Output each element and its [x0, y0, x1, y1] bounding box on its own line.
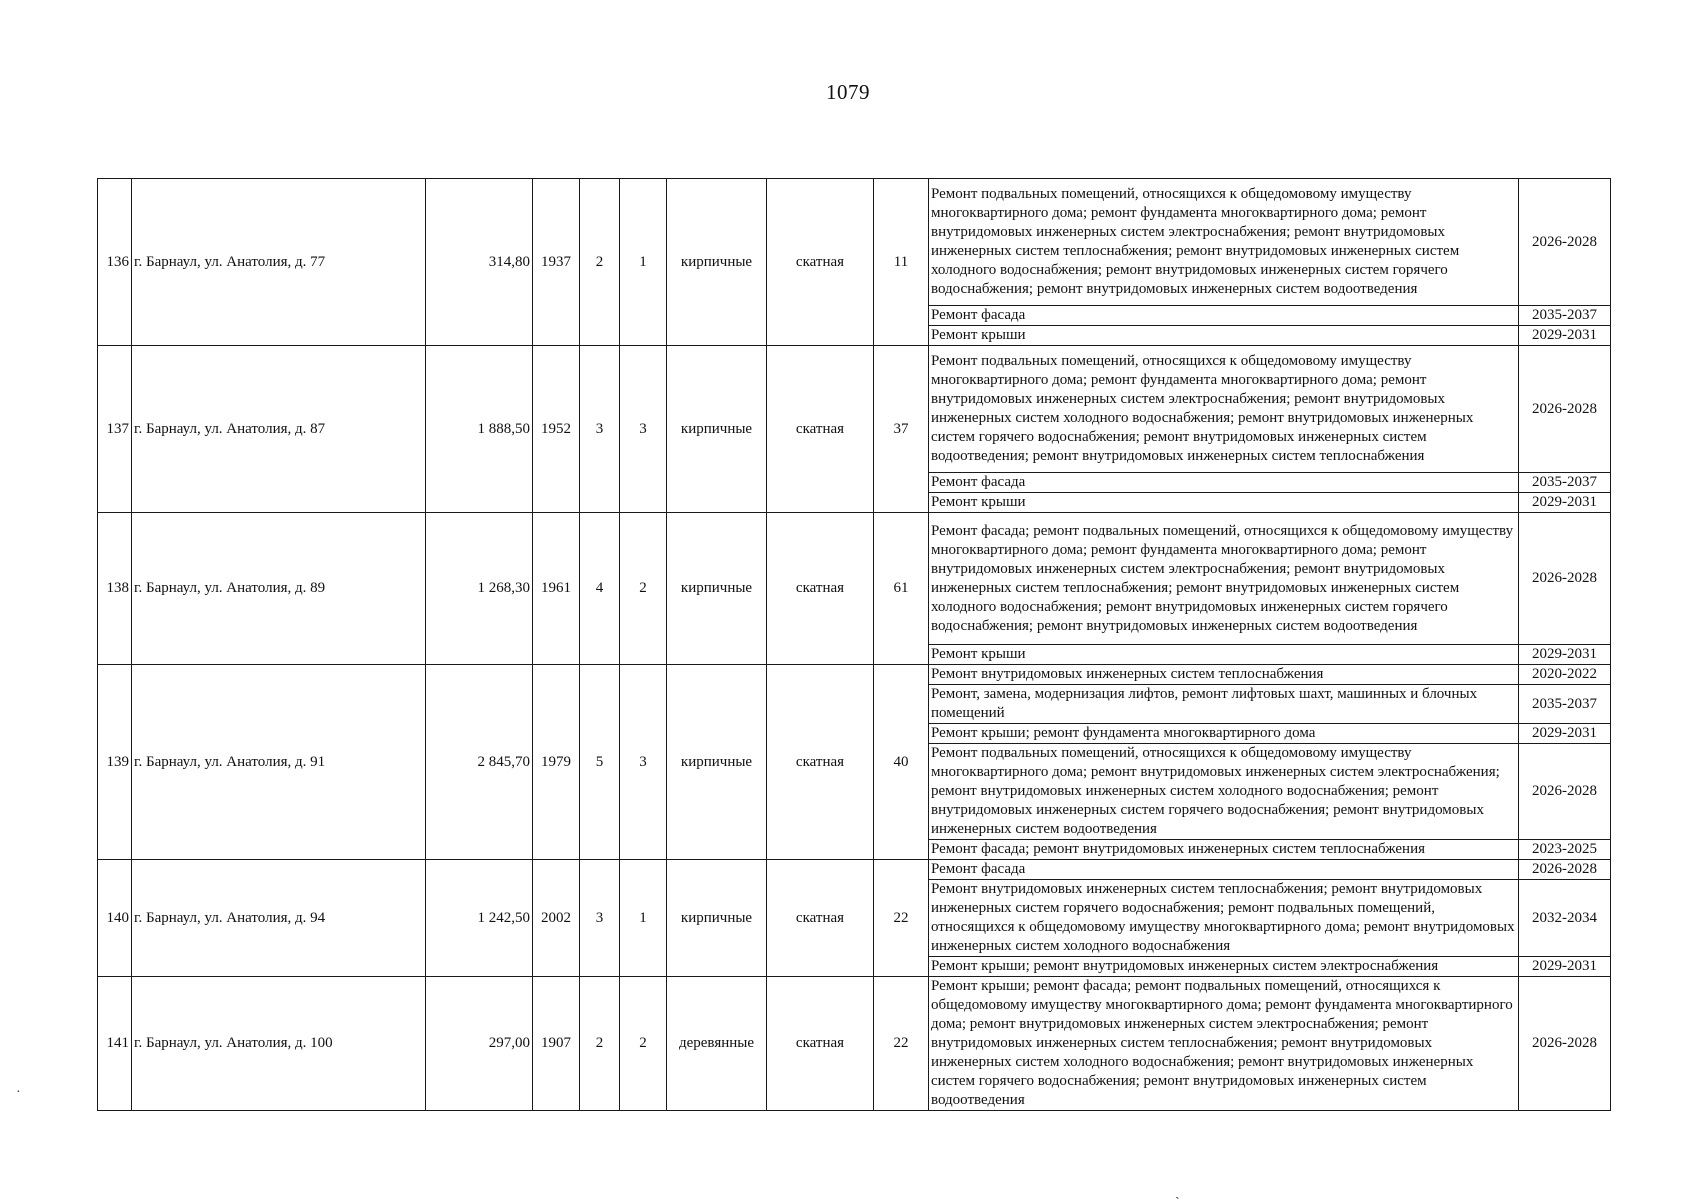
stray-mark: ˏ: [1175, 1185, 1180, 1200]
wall-material-cell: кирпичные: [667, 860, 767, 977]
table-row: [98, 179, 1611, 306]
work-period-cell: 2035-2037: [1519, 473, 1611, 493]
work-description-cell: Ремонт фасада: [929, 473, 1519, 493]
year-cell: 1979: [533, 665, 580, 860]
address-cell: г. Барнаул, ул. Анатолия, д. 94: [132, 860, 426, 977]
work-description-cell: Ремонт крыши; ремонт фасада; ремонт подвальных помещений, относящихся к общедомовому имуществу многоквартирного дома; ремонт фундамента многоквартирного дома; ремонт внутридомовых инженерных систем электроснабжения; ремонт внутридомовых инженерных систем теплоснабжения; ремонт внутридомовых инженерных систем холодного водоснабжения; ремонт внутридомовых инженерных систем горячего водоснабжения; ремонт внутридомовых инженерных систем водоотведения: [929, 977, 1519, 1111]
address-cell: г. Барнаул, ул. Анатолия, д. 77: [132, 179, 426, 346]
work-period-cell: 2026-2028: [1519, 977, 1611, 1111]
roof-type-cell: скатная: [767, 977, 874, 1111]
floors-cell: 3: [580, 860, 620, 977]
year-cell: 1952: [533, 346, 580, 513]
work-description-cell: Ремонт фасада: [929, 860, 1519, 880]
work-period-cell: 2035-2037: [1519, 685, 1611, 724]
work-period-cell: 2023-2025: [1519, 840, 1611, 860]
floors-cell: 3: [580, 346, 620, 513]
area-cell: 1 242,50: [426, 860, 533, 977]
work-period-cell: 2029-2031: [1519, 326, 1611, 346]
roof-type-cell: скатная: [767, 346, 874, 513]
entrances-cell: 1: [620, 860, 667, 977]
roof-type-cell: скатная: [767, 860, 874, 977]
work-period-cell: 2032-2034: [1519, 880, 1611, 957]
address-cell: г. Барнаул, ул. Анатолия, д. 100: [132, 977, 426, 1111]
housing-register-table: [97, 178, 1611, 1111]
work-period-cell: 2026-2028: [1519, 744, 1611, 840]
work-description-cell: Ремонт внутридомовых инженерных систем теплоснабжения: [929, 665, 1519, 685]
work-period-cell: 2029-2031: [1519, 724, 1611, 744]
floors-cell: 2: [580, 179, 620, 346]
wall-material-cell: кирпичные: [667, 179, 767, 346]
entrances-cell: 2: [620, 513, 667, 665]
entrances-cell: 3: [620, 346, 667, 513]
address-cell: г. Барнаул, ул. Анатолия, д. 89: [132, 513, 426, 665]
work-period-cell: 2029-2031: [1519, 645, 1611, 665]
work-description-cell: Ремонт крыши; ремонт внутридомовых инженерных систем электроснабжения: [929, 957, 1519, 977]
residents-cell: 11: [874, 179, 929, 346]
year-cell: 2002: [533, 860, 580, 977]
roof-type-cell: скатная: [767, 179, 874, 346]
wall-material-cell: деревянные: [667, 977, 767, 1111]
row-number: 136: [98, 179, 132, 346]
roof-type-cell: скатная: [767, 665, 874, 860]
work-description-cell: Ремонт крыши: [929, 493, 1519, 513]
table-row: [98, 513, 1611, 645]
entrances-cell: 1: [620, 179, 667, 346]
row-number: 137: [98, 346, 132, 513]
residents-cell: 61: [874, 513, 929, 665]
work-period-cell: 2026-2028: [1519, 860, 1611, 880]
table-row: [98, 346, 1611, 473]
register-body: [98, 179, 1611, 1111]
work-period-cell: 2029-2031: [1519, 957, 1611, 977]
table-row: [98, 860, 1611, 880]
area-cell: 1 888,50: [426, 346, 533, 513]
stray-mark: ·: [16, 1085, 21, 1100]
residents-cell: 40: [874, 665, 929, 860]
wall-material-cell: кирпичные: [667, 346, 767, 513]
work-description-cell: Ремонт, замена, модернизация лифтов, ремонт лифтовых шахт, машинных и блочных помещений: [929, 685, 1519, 724]
year-cell: 1961: [533, 513, 580, 665]
work-description-cell: Ремонт внутридомовых инженерных систем теплоснабжения; ремонт внутридомовых инженерных систем горячего водоснабжения; ремонт подвальных помещений, относящихся к общедомовому имуществу многоквартирного дома; ремонт внутридомовых инженерных систем холодного водоснабжения: [929, 880, 1519, 957]
table-row: [98, 977, 1611, 1111]
table-row: [98, 665, 1611, 685]
floors-cell: 4: [580, 513, 620, 665]
residents-cell: 22: [874, 860, 929, 977]
floors-cell: 5: [580, 665, 620, 860]
wall-material-cell: кирпичные: [667, 513, 767, 665]
work-period-cell: 2020-2022: [1519, 665, 1611, 685]
work-period-cell: 2035-2037: [1519, 306, 1611, 326]
work-description-cell: Ремонт крыши; ремонт фундамента многоквартирного дома: [929, 724, 1519, 744]
area-cell: 2 845,70: [426, 665, 533, 860]
work-description-cell: Ремонт фасада; ремонт подвальных помещений, относящихся к общедомовому имуществу многоквартирного дома; ремонт фундамента многоквартирного дома; ремонт внутридомовых инженерных систем электроснабжения; ремонт внутридомовых инженерных систем теплоснабжения; ремонт внутридомовых инженерных систем холодного водоснабжения; ремонт внутридомовых инженерных систем горячего водоснабжения; ремонт внутридомовых инженерных систем водоотведения: [929, 513, 1519, 645]
area-cell: 297,00: [426, 977, 533, 1111]
area-cell: 1 268,30: [426, 513, 533, 665]
residents-cell: 22: [874, 977, 929, 1111]
work-description-cell: Ремонт крыши: [929, 645, 1519, 665]
area-cell: 314,80: [426, 179, 533, 346]
work-description-cell: Ремонт фасада: [929, 306, 1519, 326]
work-period-cell: 2026-2028: [1519, 346, 1611, 473]
floors-cell: 2: [580, 977, 620, 1111]
work-description-cell: Ремонт подвальных помещений, относящихся к общедомовому имуществу многоквартирного дома; ремонт фундамента многоквартирного дома; ремонт внутридомовых инженерных систем электроснабжения; ремонт внутридомовых инженерных систем теплоснабжения; ремонт внутридомовых инженерных систем холодного водоснабжения; ремонт внутридомовых инженерных систем горячего водоснабжения; ремонт внутридомовых инженерных систем водоотведения: [929, 179, 1519, 306]
work-description-cell: Ремонт подвальных помещений, относящихся к общедомовому имуществу многоквартирного дома; ремонт фундамента многоквартирного дома; ремонт внутридомовых инженерных систем электроснабжения; ремонт внутридомовых инженерных систем холодного водоснабжения; ремонт внутридомовых инженерных систем горячего водоснабжения; ремонт внутридомовых инженерных систем водоотведения; ремонт внутридомовых инженерных систем теплоснабжения: [929, 346, 1519, 473]
year-cell: 1937: [533, 179, 580, 346]
page-number: 1079: [826, 80, 870, 104]
row-number: 140: [98, 860, 132, 977]
row-number: 138: [98, 513, 132, 665]
work-description-cell: Ремонт подвальных помещений, относящихся к общедомовому имуществу многоквартирного дома; ремонт внутридомовых инженерных систем электроснабжения; ремонт внутридомовых инженерных систем холодного водоснабжения; ремонт внутридомовых инженерных систем горячего водоснабжения; ремонт внутридомовых инженерных систем водоотведения: [929, 744, 1519, 840]
work-description-cell: Ремонт крыши: [929, 326, 1519, 346]
address-cell: г. Барнаул, ул. Анатолия, д. 91: [132, 665, 426, 860]
wall-material-cell: кирпичные: [667, 665, 767, 860]
entrances-cell: 2: [620, 977, 667, 1111]
work-period-cell: 2029-2031: [1519, 493, 1611, 513]
work-description-cell: Ремонт фасада; ремонт внутридомовых инженерных систем теплоснабжения: [929, 840, 1519, 860]
row-number: 141: [98, 977, 132, 1111]
entrances-cell: 3: [620, 665, 667, 860]
residents-cell: 37: [874, 346, 929, 513]
roof-type-cell: скатная: [767, 513, 874, 665]
row-number: 139: [98, 665, 132, 860]
address-cell: г. Барнаул, ул. Анатолия, д. 87: [132, 346, 426, 513]
year-cell: 1907: [533, 977, 580, 1111]
work-period-cell: 2026-2028: [1519, 179, 1611, 306]
work-period-cell: 2026-2028: [1519, 513, 1611, 645]
